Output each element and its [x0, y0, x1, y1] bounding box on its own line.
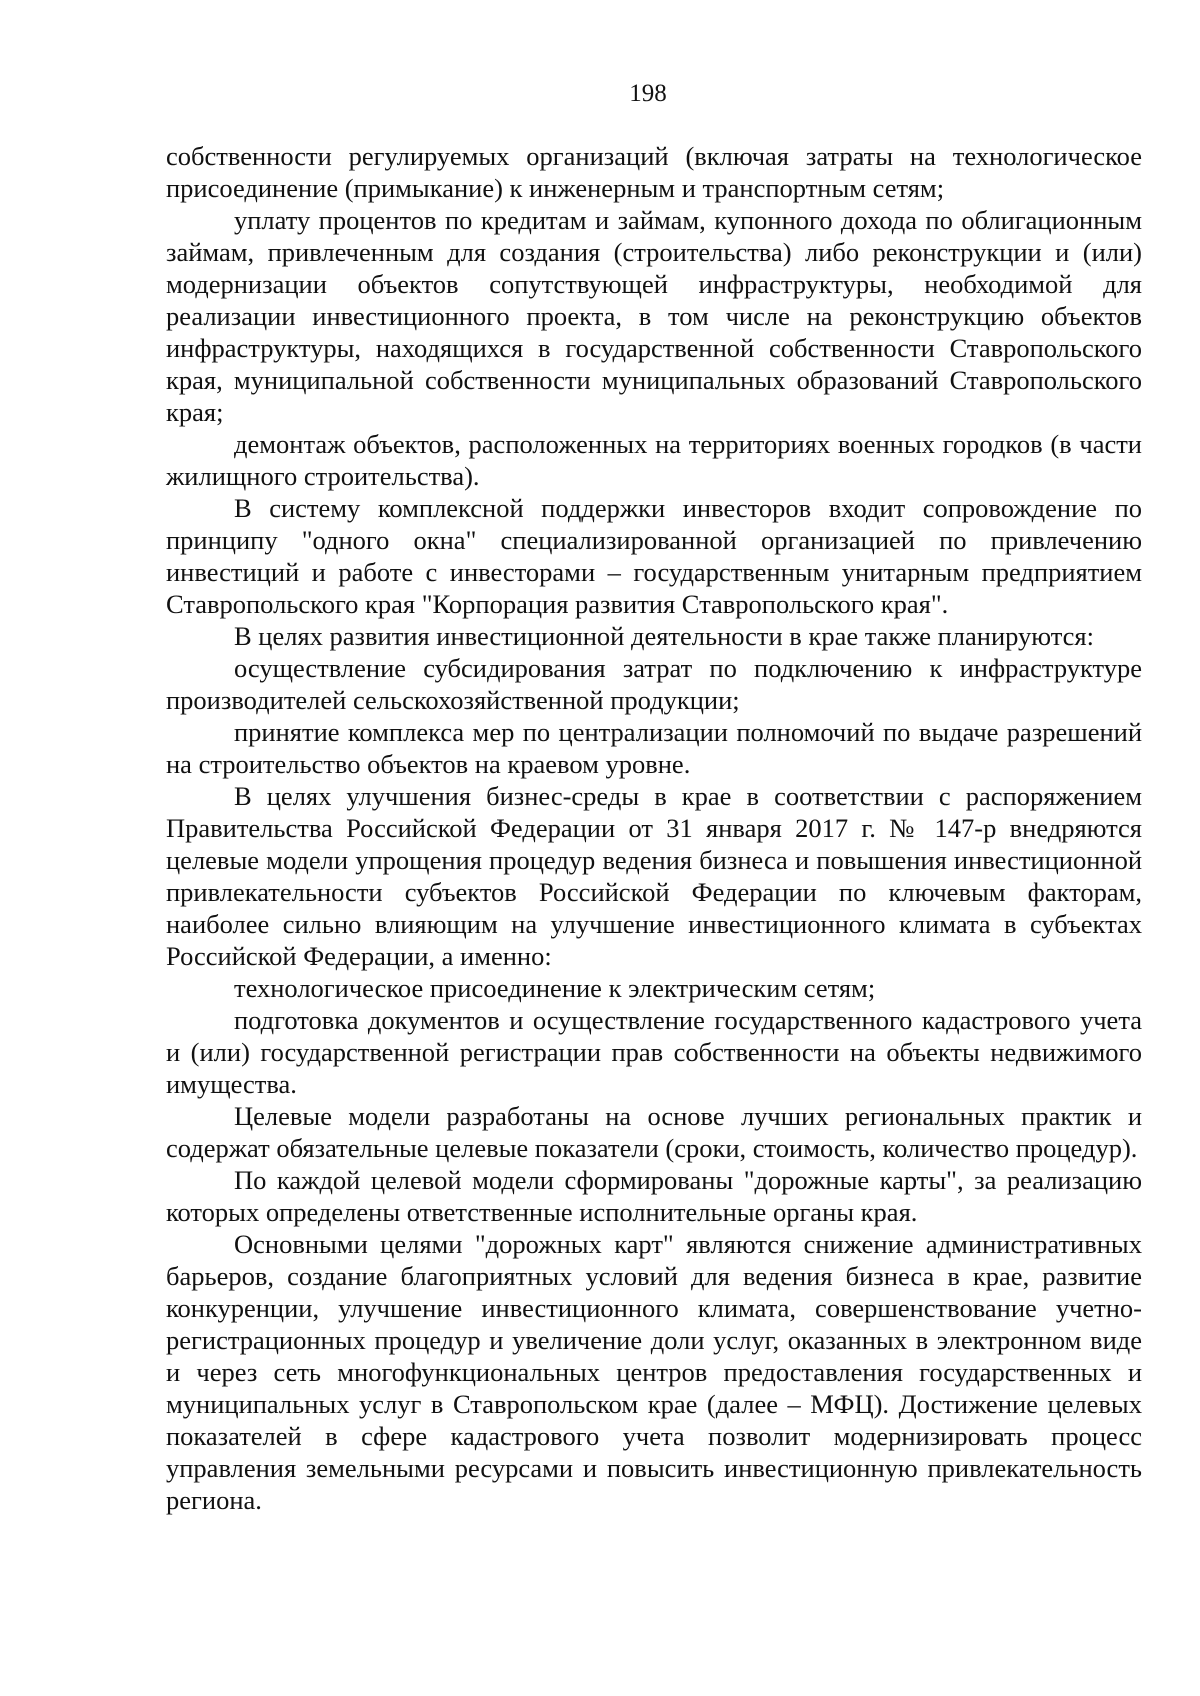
- paragraph-8: В целях улучшения бизнес-среды в крае в соответствии с распоряжением Правительства Российской Федерации от 31 января 2017 г. № 147-р внедряются целевые модели упрощения процедур ведения бизнеса и повышения инвестиционной привлекательности субъектов Российской Федерации по ключевым факторам, наиболее сильно влияющим на улучшение инвестиционного климата в субъектах Российской Федерации, а именно:: [166, 781, 1142, 971]
- paragraph-11: Целевые модели разработаны на основе лучших региональных практик и содержат обязательные целевые показатели (сроки, стоимость, количество процедур).: [166, 1101, 1142, 1163]
- paragraph-2: уплату процентов по кредитам и займам, купонного дохода по облигационным займам, привлеченным для создания (строительства) либо реконструкции и (или) модернизации объектов сопутствующей инфраструктуры, необходимой для реализации инвестиционного проекта, в том числе на реконструкцию объектов инфраструктуры, находящихся в государственной собственности Ставропольского края, муниципальной собственности муниципальных образований Ставропольского края;: [166, 205, 1142, 427]
- paragraph-3: демонтаж объектов, расположенных на территориях военных городков (в части жилищного строительства).: [166, 429, 1142, 491]
- paragraph-12: По каждой целевой модели сформированы "дорожные карты", за реализацию которых определены ответственные исполнительные органы края.: [166, 1165, 1142, 1227]
- paragraph-13: Основными целями "дорожных карт" являются снижение административных барьеров, создание благоприятных условий для ведения бизнеса в крае, развитие конкуренции, улучшение инвестиционного климата, совершенствование учетно-регистрационных процедур и увеличение доли услуг, оказанных в электронном виде и через сеть многофункциональных центров предоставления государственных и муниципальных услуг в Ставропольском крае (далее – МФЦ). Достижение целевых показателей в сфере кадастрового учета позволит модернизировать процесс управления земельными ресурсами и повысить инвестиционную привлекательность региона.: [166, 1229, 1142, 1515]
- body-text: [166, 140, 1142, 1516]
- paragraph-10: подготовка документов и осуществление государственного кадастрового учета и (или) государственной регистрации прав собственности на объекты недвижимого имущества.: [166, 1005, 1142, 1099]
- paragraph-9: технологическое присоединение к электрическим сетям;: [234, 973, 876, 1003]
- paragraph-1: собственности регулируемых организаций (включая затраты на технологическое присоединение (примыкание) к инженерным и транспортным сетям;: [166, 141, 1142, 203]
- paragraph-4: В систему комплексной поддержки инвесторов входит сопровождение по принципу "одного окна" специализированной организацией по привлечению инвестиций и работе с инвесторами – государственным унитарным предприятием Ставропольского края "Корпорация развития Ставропольского края".: [166, 493, 1142, 619]
- paragraph-5: В целях развития инвестиционной деятельности в крае также планируются:: [234, 621, 1094, 651]
- paragraph-6: осуществление субсидирования затрат по подключению к инфраструктуре производителей сельскохозяйственной продукции;: [166, 653, 1142, 715]
- paragraph-7: принятие комплекса мер по централизации полномочий по выдаче разрешений на строительство объектов на краевом уровне.: [166, 717, 1142, 779]
- page-number: 198: [629, 80, 667, 107]
